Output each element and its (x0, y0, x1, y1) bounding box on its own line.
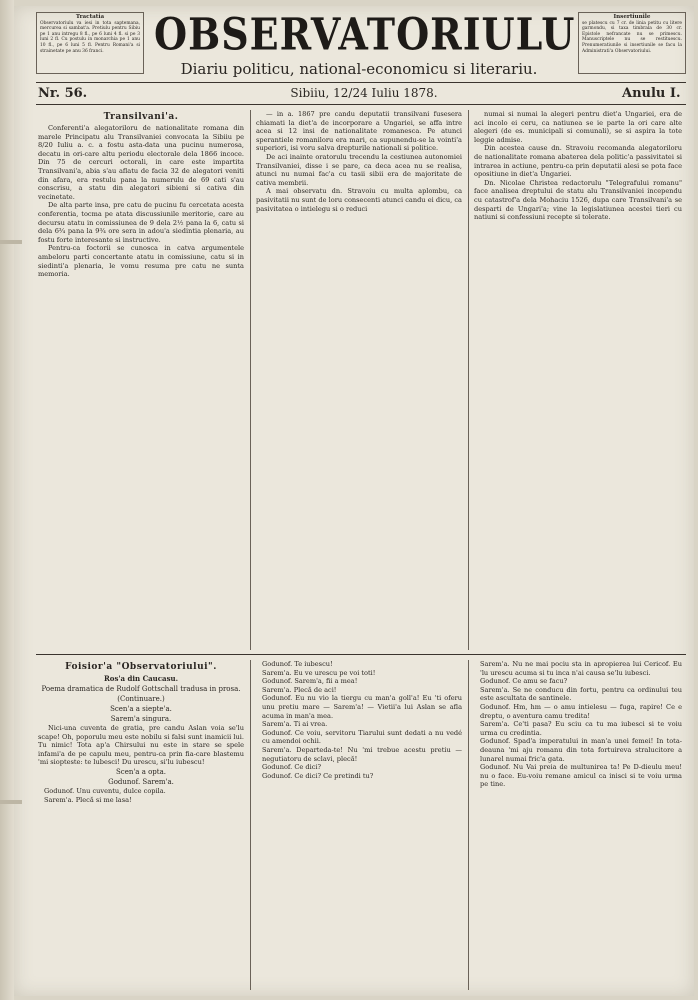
dialogue-line: Godunof. Ce amu se facu? (480, 677, 568, 686)
right-box-text: se platescu cu 7 cr. de linia petitu cu litere garmondu, si taxa timbrala de 30 cr. Epistole nefrancate nu se primescu. Manuscriptele nu se restituescu. Prenumeratiunile si insertiunile se facu la Administrati'a Observatoriului. (582, 20, 682, 54)
newspaper-page (14, 6, 694, 996)
article-paragraph: A mai observatu dn. Stravoiu cu multa aplombu, ca pasivitatii nu sunt de loru consecenti atunci candu ei dicu, ca pasivitatea o intielegu si o reduci (256, 187, 462, 213)
article-paragraph: numai si numai la alegeri pentru diet'a Ungariei, era de aci incolo ei ceru, ca natiunea se ie parte la ori care alte alegeri (de es. municipali si comunali), se si aspira la tote leggie admise. (474, 110, 682, 144)
dialogue-line: Godunof. Ce dici? Ce pretindi tu? (262, 771, 374, 780)
newspaper-title: OBSERVATORIULU (154, 8, 576, 60)
scene-title: Scen'a a siepte'a. (110, 705, 172, 713)
article-column-2 (256, 110, 462, 650)
feuilleton-column-2 (256, 660, 462, 990)
binding-hole (0, 240, 22, 244)
feuilleton-column-3 (474, 660, 682, 990)
scene-title: Scen'a a opta. (116, 767, 166, 776)
column-divider (468, 660, 469, 990)
header-rule-bottom (36, 104, 686, 105)
dialogue-line: Godunof. Unu cuventu, dulce copila. (44, 786, 166, 795)
right-info-box (578, 12, 686, 74)
year-label: Anulu I. (622, 86, 681, 101)
article-paragraph: — in a. 1867 pre candu deputatii transilvani fusesera chiamati la diet'a de incorporare a Ungariei, se affa intre acea si 12 insi de nationalitate romanesca. Pe atunci sperantiele romaniloru era mari, ca supunendu-se la vointi'a superiori, isi voru salva drepturile nationali si politice. (256, 110, 462, 153)
dialogue-line: Sarem'a. Eu ve urescu pe voi toti! (262, 668, 376, 677)
play-subtitle: Poema dramatica de Rudolf Gottschall tradusa in prosa. (41, 685, 241, 693)
article-heading: Transilvani'a. (103, 112, 179, 122)
newspaper-subtitle: Diariu politicu, national-economicu si literariu. (180, 60, 538, 78)
place-date: Sibiiu, 12/24 Iuliu 1878. (290, 86, 438, 100)
play-title: Ros'a din Caucasu. (103, 674, 179, 683)
dialogue-line: Sarem'a. Nu ne mai pociu sta in apropierea lui Cericof. Eu 'lu urescu acuma si tu inca n'ai causa se'lu iubesci. (480, 660, 682, 677)
page-fold (0, 0, 14, 1000)
feuilleton-column-1 (38, 660, 244, 990)
dialogue-line: Godunof. Hm, hm — o amu intielesu — fuga, rapire! Ce e dreptu, o aventura camu tredita! (480, 702, 682, 720)
dialogue-line: Godunof. Nu Vai preia de multunirea ta! Pe D-dieulu meu! nu o face. Eu-voiu remane amicul ca inisci si te voiu urma pe tine. (480, 763, 682, 789)
dialogue-line: Godunof. Spad'a imperatului in man'a unei femei! In tota-deauna 'mi aju romanu din tota fortuireva stralucitore a lunarel numai fric'a gata. (480, 737, 682, 763)
dialogue-line: Sarem'a. Plecă si me lasa! (44, 795, 132, 804)
continued-note: (Continuare.) (117, 695, 165, 703)
right-box-title: Insertiunile (613, 14, 651, 20)
dialogue-line: Sarem'a. Plecă de aci! (262, 685, 337, 694)
article-paragraph: Conferenti'a alegatoriloru de nationalitate romana din marele Principatu alu Transilvaniei convocata la Sibiiu pe 8/20 Iuliu a. c. a fostu asta-data una pucinu numerosa, decatu in ori-care altu periodu electorale dela 1866 incoce. Din 75 de cercuri octorali, in care este impartita Transilvani'a, abia s'au aflatu de facia 32 de alegatori veniti din afara, era restulu pana la numerulu de 69 cati s'au conscrisu, a statu din alegatori sibieni si cativa din vecinetate. (38, 124, 244, 201)
binding-hole (0, 800, 22, 804)
dialogue-line: Sarem'a. Ti ai vrea. (262, 720, 328, 729)
header-rule-top (36, 82, 686, 83)
scene-speaker: Godunof. Sarem'a. (108, 777, 174, 786)
dialogue-paragraph: Nici-una cuventa de gratia, pre candu Aslan voia se'lu scape! Oh, poporulu meu este nobilu si falsi sunt inamicii lui. Tu nimic! Tota ap'a Chirsului nu este in stare se spele infami'a de pe capulu meu, pentru-ca prin fia-care blastemu 'mi siopteste: te lubesci! Du urescu, si'lu iubescu! (38, 724, 244, 767)
issue-number: Nr. 56. (38, 86, 88, 101)
article-paragraph: Dn. Nicolae Christea redactorulu "Telegrafului romanu" face analisea dreptului de statu alu Transilvaniei incependu cu catastrof'a dela Mohaciu 1526, dupa care Transilvani'a se desparti de Ungari'a; vine la legislatiunea acestei tieri cu natiuni si confessiuni recepte si tolerate. (474, 178, 682, 222)
left-info-box (36, 12, 144, 74)
article-paragraph: De aci inainte oratorulu trecendu la cestiunea autonomiei Transilvaniei, disse i se pare, ca deca acea nu se realisa, atunci nu numai fac'a cu tasii sibii era de majoritate de cativa membrii. (256, 152, 462, 187)
dialogue-line: Godunof. Eu nu vio la tiergu cu man'a goll'a! Eu 'ti oferu unu pretiu mare — Sarem'a! — Vietii'a lui Aslan se afla acuma in man'a mea. (262, 694, 462, 720)
article-column-1 (38, 110, 244, 650)
column-divider (250, 660, 251, 990)
article-paragraph: De alta parte insa, pre catu de pucinu fu cercetata acesta conferentia, tocma pe atata discussiunile meritorie, care au decursu atatu in comissiunea de 9 dela 2½ pana la 6, catu si dela 6¾ pana la 9¾ ore sera in adou'a siedintia plenaria, au fostu forte interesante si instructive. (38, 201, 244, 244)
dialogue-line: Sarem'a. Departeda-te! Nu 'mi trebue acestu pretiu — negutiatoru de sclavi, plecă! (262, 745, 462, 763)
article-paragraph: Din acestea cause dn. Stravoiu recomanda alegatoriloru de nationalitate romana abaterea dela politic'a passivitatei si intrarea in actiune, pentru-ca prin deputatii alesi se pota face opositiune in diet'a Ungariei. (474, 144, 682, 179)
feuilleton-heading: Foisior'a "Observatoriului". (65, 662, 217, 672)
column-divider (468, 110, 469, 650)
article-column-3 (474, 110, 682, 650)
dialogue-line: Godunof. Te iubescu! (262, 660, 333, 668)
feuilleton-rule (36, 654, 686, 655)
column-divider (250, 110, 251, 650)
left-box-title: Tractatia (75, 14, 105, 20)
dialogue-line: Godunof. Ce dici? (262, 763, 322, 772)
dialogue-line: Sarem'a. Ce'ti pasa? Eu sciu ca tu ma iubesci si te voiu urma cu credintia. (480, 720, 682, 737)
dialogue-line: Sarem'a. Se ne conducu din fortu, pentru ca ordinului teu este ascultata de santinele. (480, 685, 682, 703)
dialogue-line: Godunof. Sarem'a, fii a mea! (262, 677, 358, 686)
scene-speaker: Sarem'a singura. (110, 715, 172, 723)
left-box-text: Observatoriulu va iesi in tota saptemana, mercurea si sambat'a. Pretiulu pentru Sibiu pe 1 anu intregu 8 fl., pe 6 luni 4 fl. si pe 3 luni 2 fl. Cu postulu in monarchia pe 1 anu 10 fl., pe 6 luni 5 fl. Pentru Romani'a si strainetate pe anu 36 franci. (40, 20, 140, 54)
article-paragraph: Pentru-ca foctorii se cunosca in catva argumentele ambeloru parti concertante atatu in comissiune, catu si in siedinti'a plenaria, le vomu resuma pre catu ne sunta memoria. (38, 244, 244, 279)
dialogue-line: Godunof. Ce voiu, servitoru Tiarului sunt dedati a nu vedé cu amendoi ochii. (262, 728, 462, 746)
